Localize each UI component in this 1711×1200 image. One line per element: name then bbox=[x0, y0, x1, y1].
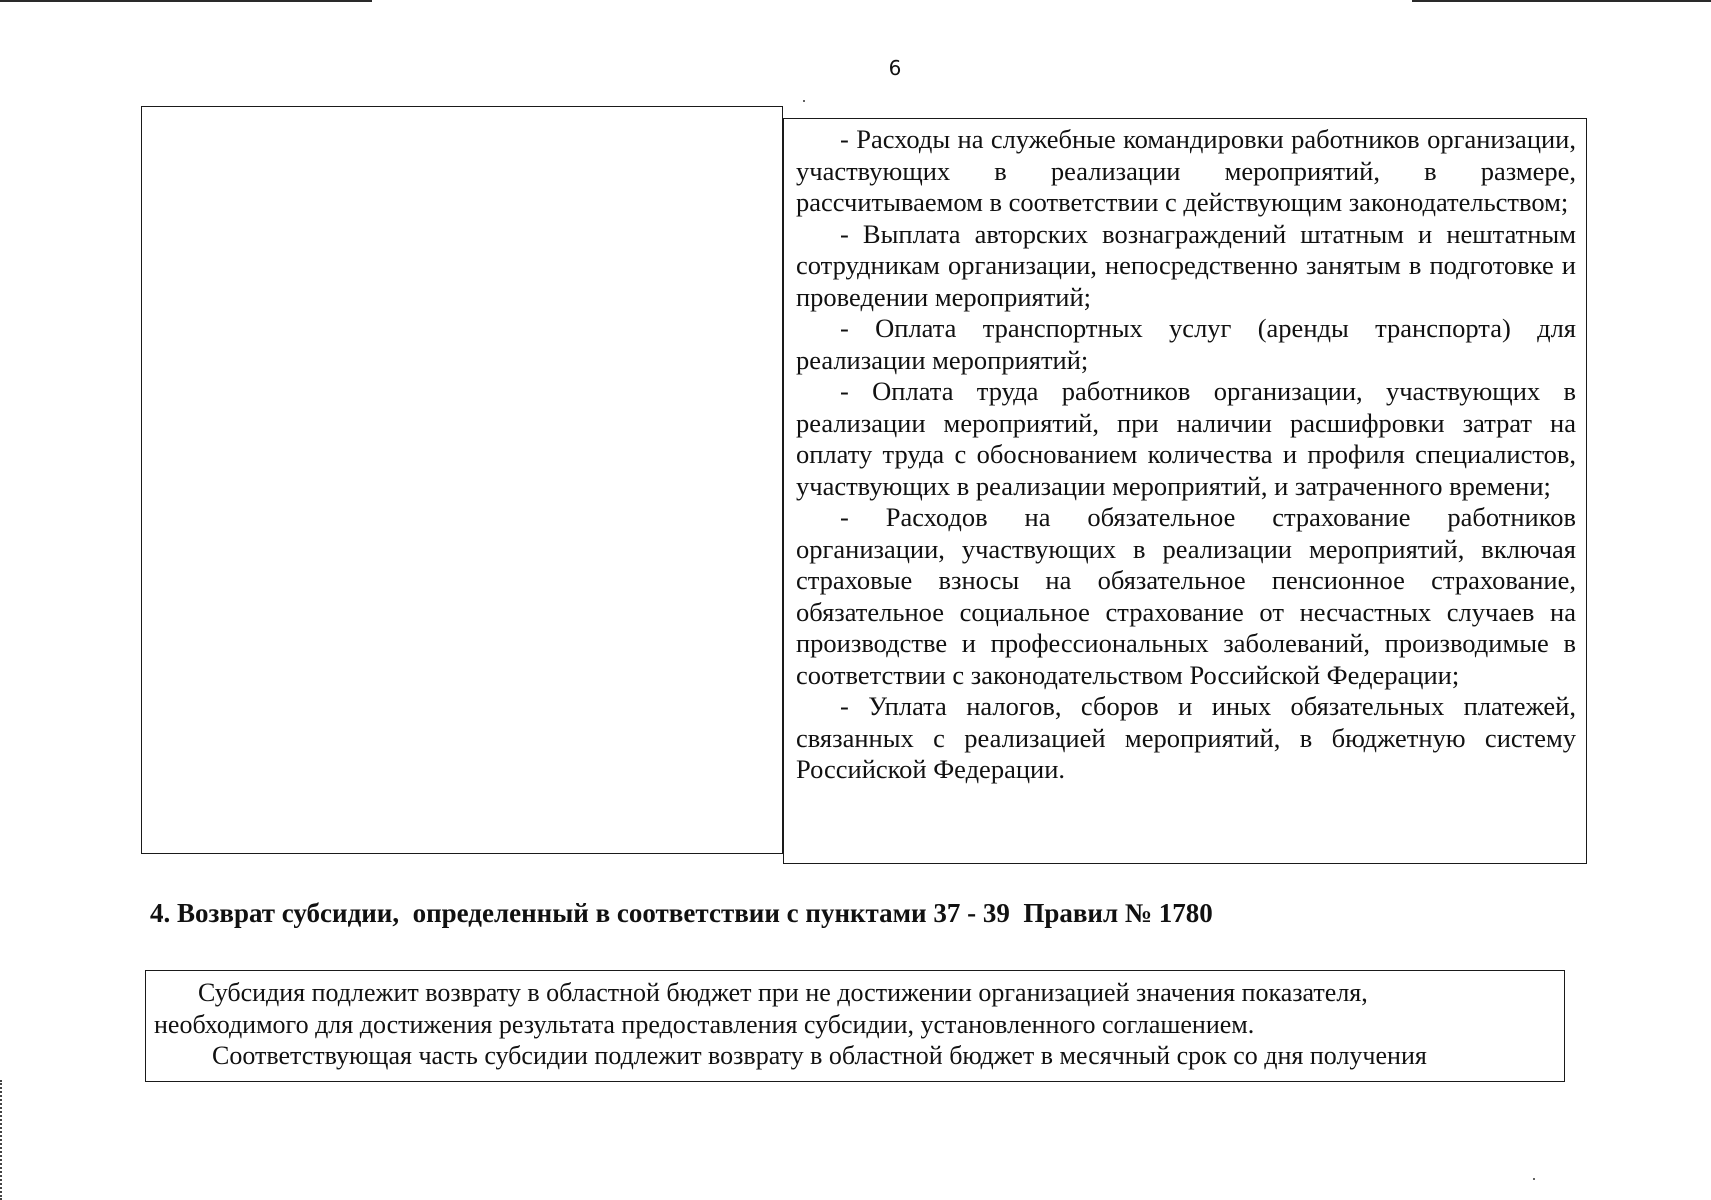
page-number: 6 bbox=[888, 56, 902, 80]
expense-item-transport: - Оплата транспортных услуг (аренды транспорта) для реализации мероприятий; bbox=[796, 313, 1576, 375]
expense-item-taxes: - Уплата налогов, сборов и иных обязательных платежей, связанных с реализацией мероприятий, в бюджетную систему Российской Федерации. bbox=[796, 691, 1576, 784]
scan-speck bbox=[803, 100, 805, 102]
expense-item-labor: - Оплата труда работников организации, участвующих в реализации мероприятий, при наличии расшифровки затрат на оплату труда с обоснованием количества и профиля специалистов, участвующих в реализации мероприятий, и затраченного времени; bbox=[796, 376, 1576, 501]
table-cell-right bbox=[783, 118, 1587, 864]
section-heading: 4. Возврат субсидии, определенный в соответствии с пунктами 37 - 39 Правил № 1780 bbox=[150, 898, 1213, 928]
subsidy-return-line: Соответствующая часть субсидии подлежит возврату в областной бюджет в месячный срок со дня получения bbox=[212, 1041, 1427, 1070]
subsidy-return-line: Субсидия подлежит возврату в областной бюджет при не достижении организацией значения показателя, bbox=[198, 978, 1368, 1007]
scan-edge-line-right bbox=[1412, 0, 1711, 2]
expenses-table bbox=[141, 106, 1589, 854]
scan-speck bbox=[1533, 1178, 1535, 1180]
table-cell-left bbox=[141, 106, 783, 854]
expense-item-insurance: - Расходов на обязательное страхование работников организации, участвующих в реализации мероприятий, включая страховые взносы на обязательное пенсионное страхование, обязательное социальное страхование от несчастных случаев на производстве и профессиональных заболеваний, производимые в соответствии с законодательством Российской Федерации; bbox=[796, 502, 1576, 690]
subsidy-return-line: необходимого для достижения результата предоставления субсидии, установленного соглашением. bbox=[154, 1009, 1255, 1039]
scan-edge-dots bbox=[0, 1080, 4, 1200]
subsidy-return-box bbox=[145, 970, 1565, 1082]
scan-edge-line-left bbox=[0, 0, 372, 2]
expense-item-royalties: - Выплата авторских вознаграждений штатным и нештатным сотрудникам организации, непосредственно занятым в подготовке и проведении мероприятий; bbox=[796, 218, 1576, 312]
expense-item-travel: - Расходы на служебные командировки работников организации, участвующих в реализации мероприятий, в размере, рассчитываемом в соответствии с действующим законодательством; bbox=[796, 124, 1576, 217]
